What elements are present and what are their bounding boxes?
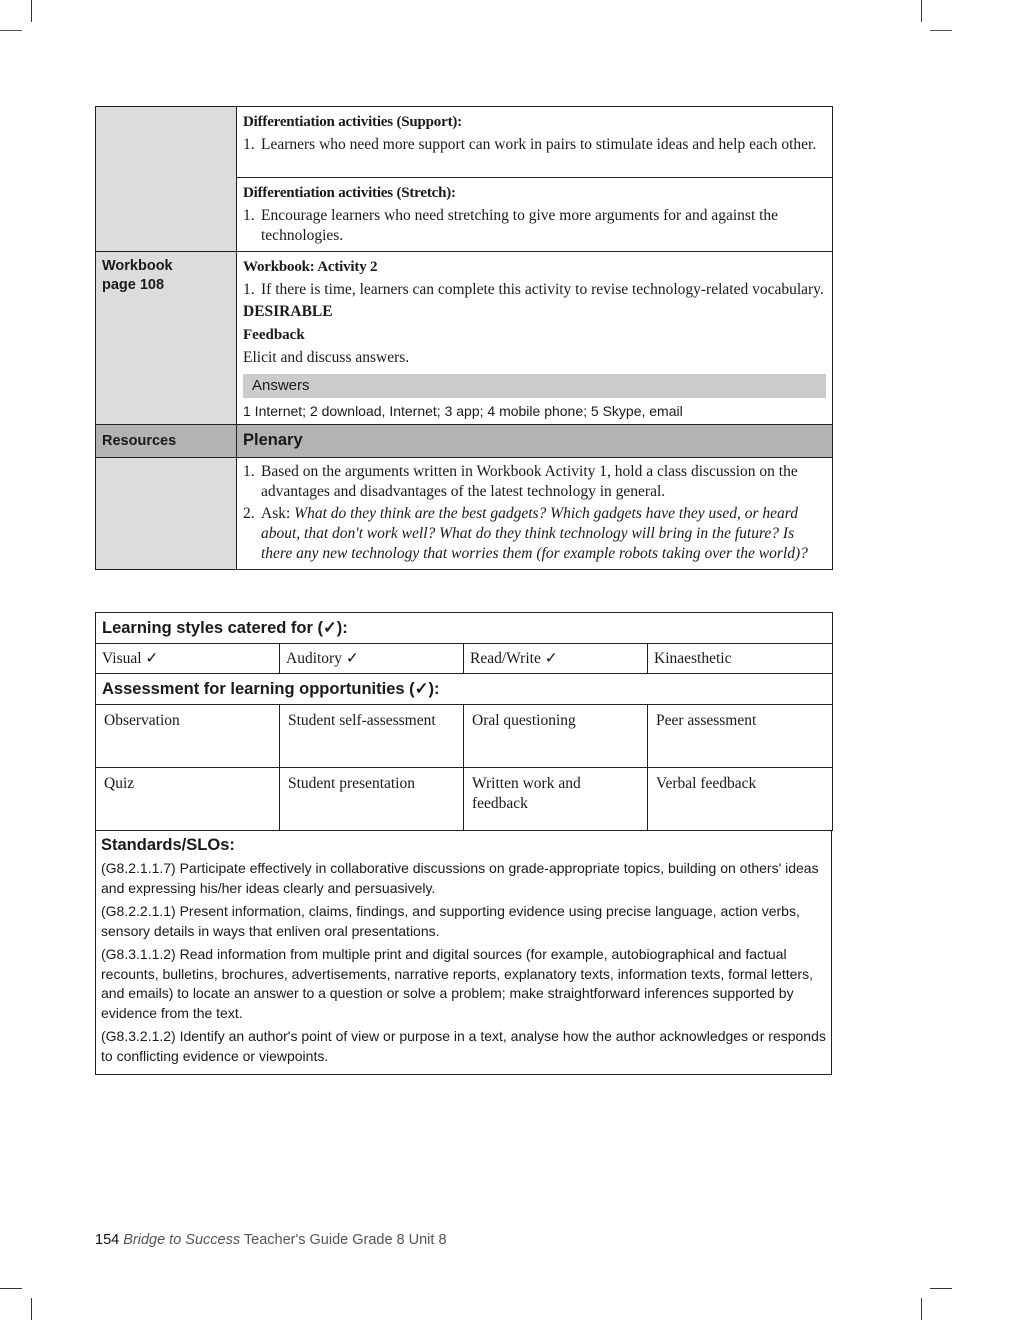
stretch-list: [243, 206, 826, 246]
footer-subtitle: Teacher's Guide Grade 8 Unit 8: [240, 1232, 447, 1248]
list-item: 2. Ask: What do they think are the best gadgets? Which gadgets have they used, or heard about, that don't work well? What do they think technology will bring in the future? Is there any new technology that worries them (for example robots taking over the world)?: [243, 505, 808, 562]
feedback-label: Feedback: [243, 327, 305, 343]
standard-item: (G8.2.2.1.1) Present information, claims, findings, and supporting evidence using precise language, action verbs, sensory details in ways that enliven oral presentations.: [101, 903, 800, 939]
crop-mark-bottom-right-horizontal: [930, 1288, 952, 1289]
book-title: Bridge to Success: [123, 1232, 241, 1248]
stretch-cell: [237, 178, 833, 252]
side-cell-empty: [96, 458, 237, 570]
desirable-label: DESIRABLE: [243, 303, 333, 320]
workbook-side-label: Workbook page 108: [96, 252, 237, 425]
plenary-header-row: [96, 425, 833, 458]
assessment-cell: Student presentation: [280, 768, 464, 831]
assessment-cell: Written work and feedback: [464, 768, 648, 831]
assessment-heading: Assessment for learning opportunities (✓):: [96, 674, 833, 705]
workbook-cell: [237, 252, 833, 425]
plenary-list: [243, 462, 826, 564]
assessment-cell: Observation: [96, 705, 280, 768]
list-item: 1. Based on the arguments written in Workbook Activity 1, hold a class discussion on the advantages and disadvantages of the latest technology in general.: [243, 463, 798, 500]
assessment-cell: Oral questioning: [464, 705, 648, 768]
standard-item: (G8.3.2.1.2) Identify an author's point of view or purpose in a text, analyse how the author acknowledges or responds to conflicting evidence or viewpoints.: [101, 1028, 826, 1064]
answers-bar: Answers: [243, 374, 826, 398]
side-cell-empty: [96, 107, 237, 252]
stretch-heading: Differentiation activities (Stretch):: [243, 185, 456, 201]
lesson-plan-table: [95, 106, 833, 570]
learning-style-auditory: Auditory ✓: [280, 644, 464, 674]
assessment-row: [96, 705, 833, 768]
standard-item: (G8.3.1.1.2) Read information from multiple print and digital sources (for example, autobiographical and factual recounts, bulletins, brochures, advertisements, narrative reports, explanatory texts, information texts, formal letters, and emails) to locate an answer to a question or solve a problem; make straightforward inferences supported by evidence from the text.: [101, 946, 813, 1021]
plenary-heading: Plenary: [237, 425, 833, 458]
learning-style-kinaesthetic: Kinaesthetic: [648, 644, 833, 674]
crop-mark-bottom-left-vertical: [31, 1298, 32, 1320]
support-list: [243, 135, 826, 155]
learning-styles-row: [96, 644, 833, 674]
learning-style-read-write: Read/Write ✓: [464, 644, 648, 674]
list-item: 1. If there is time, learners can complete this activity to revise technology-related vocabulary.: [243, 281, 824, 298]
crop-mark-top-right-horizontal: [930, 30, 952, 31]
plenary-cell: [237, 458, 833, 570]
support-cell: [237, 107, 833, 178]
workbook-heading: Workbook: Activity 2: [243, 259, 378, 275]
plenary-content-row: [96, 458, 833, 570]
page-number: 154: [95, 1232, 120, 1248]
standards-heading: Standards/SLOs:: [101, 836, 235, 854]
crop-mark-top-left-vertical: [31, 0, 32, 22]
list-item: 1. Learners who need more support can work in pairs to stimulate ideas and help each other.: [243, 136, 817, 153]
resources-label: Resources: [96, 425, 237, 458]
assessment-row: [96, 768, 833, 831]
support-row: [96, 107, 833, 178]
learning-style-visual: Visual ✓: [96, 644, 280, 674]
assessment-cell: Quiz: [96, 768, 280, 831]
answers-text: 1 Internet; 2 download, Internet; 3 app; 4 mobile phone; 5 Skype, email: [243, 403, 683, 419]
crop-mark-bottom-left-horizontal: [0, 1288, 22, 1289]
learning-styles-heading: Learning styles catered for (✓):: [96, 613, 833, 644]
assessment-cell: Verbal feedback: [648, 768, 833, 831]
assessment-header-row: [96, 674, 833, 705]
support-heading: Differentiation activities (Support):: [243, 114, 462, 130]
page-footer: [95, 1232, 447, 1248]
standard-item: (G8.2.1.1.7) Participate effectively in collaborative discussions on grade-appropriate topics, building on others' ideas and expressing his/her ideas clearly and persuasively.: [101, 860, 819, 896]
workbook-row: [96, 252, 833, 425]
assessment-cell: Peer assessment: [648, 705, 833, 768]
learning-styles-header-row: [96, 613, 833, 644]
crop-mark-bottom-right-vertical: [921, 1298, 922, 1320]
workbook-list: [243, 280, 826, 300]
list-item: 1. Encourage learners who need stretching to give more arguments for and against the technologies.: [243, 207, 779, 244]
crop-mark-top-right-vertical: [921, 0, 922, 22]
assessment-cell: Student self-assessment: [280, 705, 464, 768]
feedback-text: Elicit and discuss answers.: [243, 349, 410, 366]
crop-mark-top-left-horizontal: [0, 30, 22, 31]
standards-box: [95, 830, 832, 1075]
learning-assessment-table: [95, 612, 833, 831]
